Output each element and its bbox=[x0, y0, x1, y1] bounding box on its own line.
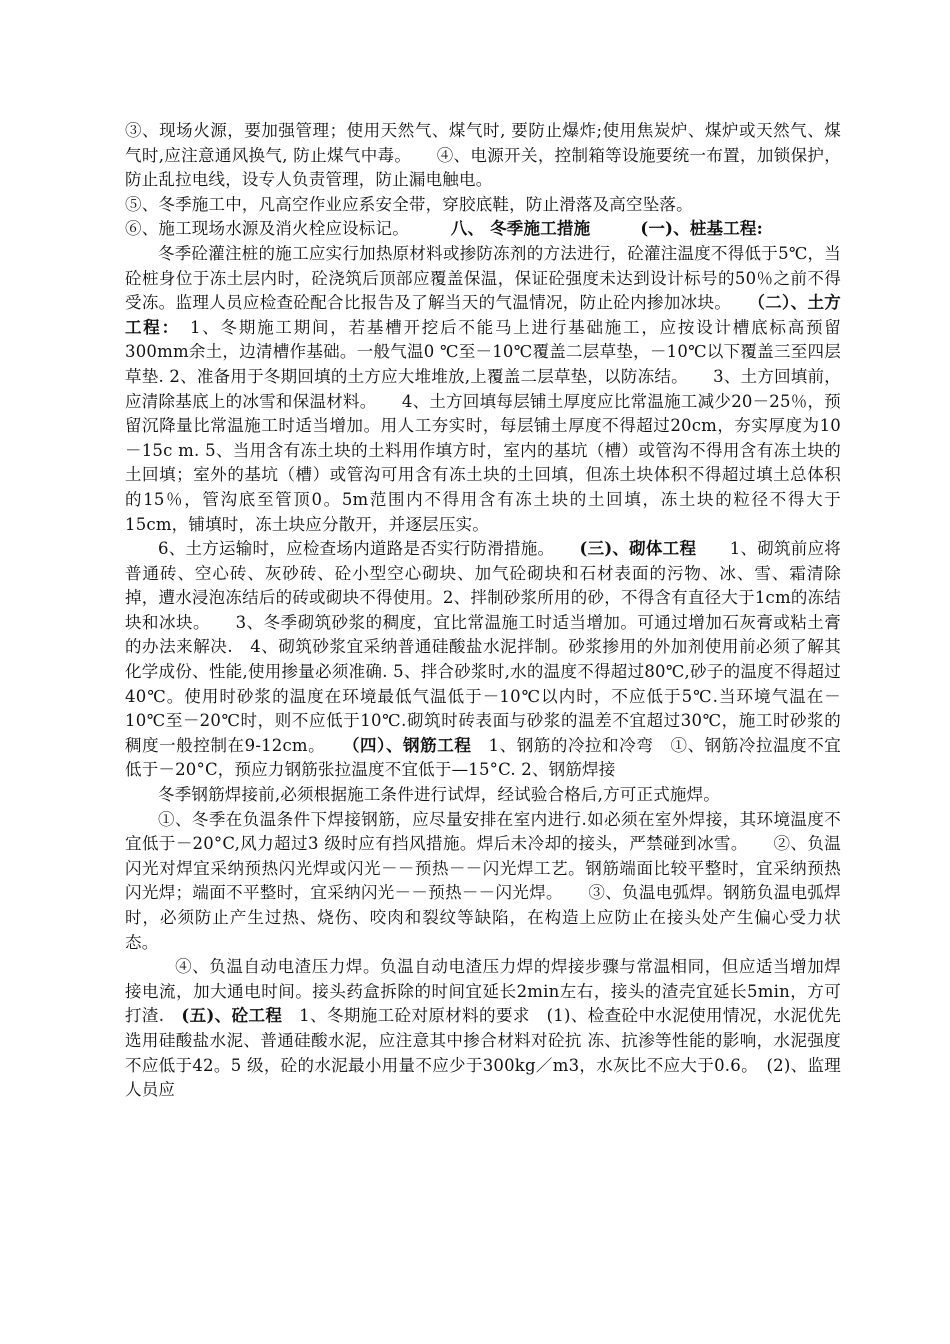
paragraph-electroslag-concrete: ④、负温自动电渣压力焊。负温自动电渣压力焊的焊接步骤与常温相同，但应适当增加焊接电流，加大通电时间。接头药盒拆除的时间宜延长2min左右，接头的渣壳宜延长5min，方可打渣. (五)、砼工程 1、冬期施工砼对原材料的要求 (1)、检查砼中水泥使用情况，水泥优先选用硅酸盐水泥、普通硅酸水泥，应注意其中掺合材料对砼抗 冻、抗渗等性能的影响，水泥强度不应低于42。5 级，砼的水泥最小用量不应少于300kg／m3，水灰比不应大于0.6。 (2)、监理人员应 bbox=[125, 957, 841, 1100]
section-heading-earthwork: （二）、土方工程： bbox=[125, 293, 841, 337]
paragraph-height-safety: ⑤、冬季施工中，凡高空作业应系安全带，穿胶底鞋，防止滑落及高空坠落。 bbox=[125, 194, 693, 214]
section-heading-rebar: （四）、钢筋工程 bbox=[351, 735, 472, 755]
paragraph-rebar-welding: ①、冬季在负温条件下焊接钢筋，应尽量安排在室内进行.如必须在室外焊接，其环境温度不宜低于－20°C,风力超过3 级时应有挡风措施。焊后未冷却的接头，严禁碰到冰雪。 ②、负温闪光对焊宜采纳预热闪光焊或闪光－－预热－－闪光焊工艺。钢筋端面比较平整时，宜采纳预热闪光焊；端面不平整时，宜采纳闪光－－预热－－闪光焊。 ③、负温电弧焊。钢筋负温电弧焊时，必须防止产生过热、烧伤、咬肉和裂纹等缺陷，在构造上应防止在接头处产生偏心受力状态。 bbox=[125, 809, 841, 952]
paragraph-rebar-welding-intro: 冬季钢筋焊接前,必须根据施工条件进行试焊，经试验合格后,方可正式施焊。 bbox=[158, 785, 720, 805]
section-heading-pile: (一)、桩基工程: bbox=[640, 219, 763, 239]
section-heading-concrete: (五)、砼工程 bbox=[181, 1006, 283, 1026]
paragraph-pile-earthwork: 冬季砼灌注桩的施工应实行加热原材料或掺防冻剂的方法进行，砼灌注温度不得低于5℃，当砼桩身位于冻土层内时，砼浇筑后顶部应覆盖保温，保证砼强度未达到设计标号的50％之前不得受冻。监理人员应检查砼配合比报告及了解当天的气温情况，防止砼内掺加冰块。 （二）、土方工程： 1、冬期施工期间，若基槽开挖后不能马上进行基础施工，应按设计槽底标高预留300mm余土，边清槽作基础。一般气温0 ℃至－10℃覆盖二层草垫，－10℃以下覆盖三至四层草垫. 2、准备用于冬期回填的土方应大堆堆放,上覆盖二层草垫，以防冻结。 3、土方回填前，应清除基底上的冰雪和保温材料。 4、土方回填每层铺土厚度应比常温施工减少20－25％，预留沉降量比常温施工时适当增加。用人工夯实时，每层铺土厚度不得超过20cm，夯实厚度为10－15c m. 5、当用含有冻土块的土料用作填方时，室内的基坑（槽）或管沟不得用含有冻土块的土回填；室外的基坑（槽）或管沟可用含有冻土块的土回填，但冻土块体积不得超过填土总体积的15％，管沟底至管顶0。5m范围内不得用含有冻土块的土回填，冻土块的粒径不得大于15cm，铺填时，冻土块应分散开，并逐层压实。 bbox=[125, 243, 841, 534]
section-heading-masonry: (三)、砌体工程 bbox=[579, 539, 697, 559]
paragraph-fire-power: ③、现场火源，要加强管理；使用天然气、煤气时, 要防止爆炸;使用焦炭炉、煤炉或天然气、煤气时,应注意通风换气, 防止煤气中毒。 ④、电源开关，控制箱等设施要统一布置，加锁保护，防止乱拉电线，设专人负责管理，防止漏电触电。 bbox=[125, 121, 841, 190]
section-heading-winter-measures: 八、 冬季施工措施 bbox=[450, 219, 591, 239]
paragraph-water-hydrant: ⑥、施工现场水源及消火栓应设标记。 八、 冬季施工措施 (一)、桩基工程: bbox=[125, 219, 763, 239]
body-text bbox=[125, 119, 841, 1103]
paragraph-masonry-rebar: 6、土方运输时，应检查场内道路是否实行防滑措施。 (三)、砌体工程 1、砌筑前应将普通砖、空心砖、灰砂砖、砼小型空心砌块、加气砼砌块和石材表面的污物、冰、雪、霜清除掉，遭水浸泡冻结后的砖或砌块不得使用。2、拌制砂浆所用的砂，不得含有直径大于1cm的冻结块和冰块。 3、冬季砌筑砂浆的稠度，宜比常温施工时适当增加。可通过增加石灰膏或粘土膏的办法来解决. 4、砌筑砂浆宜采纳普通硅酸盐水泥拌制。砂浆掺用的外加剂使用前必须了解其化学成份、性能,使用掺量必须准确. 5、拌合砂浆时,水的温度不得超过80℃,砂子的温度不得超过40℃。使用时砂浆的温度在环境最低气温低于－10℃以内时，不应低于5℃.当环境气温在－10℃至－20℃时，则不应低于10℃.砌筑时砖表面与砂浆的温差不宜超过30℃，施工时砂浆的稠度一般控制在9-12cm。 （四）、钢筋工程 1、钢筋的冷拉和冷弯 ①、钢筋冷拉温度不宜低于－20°C，预应力钢筋张拉温度不宜低于—15°C. 2、钢筋焊接 bbox=[125, 539, 841, 780]
